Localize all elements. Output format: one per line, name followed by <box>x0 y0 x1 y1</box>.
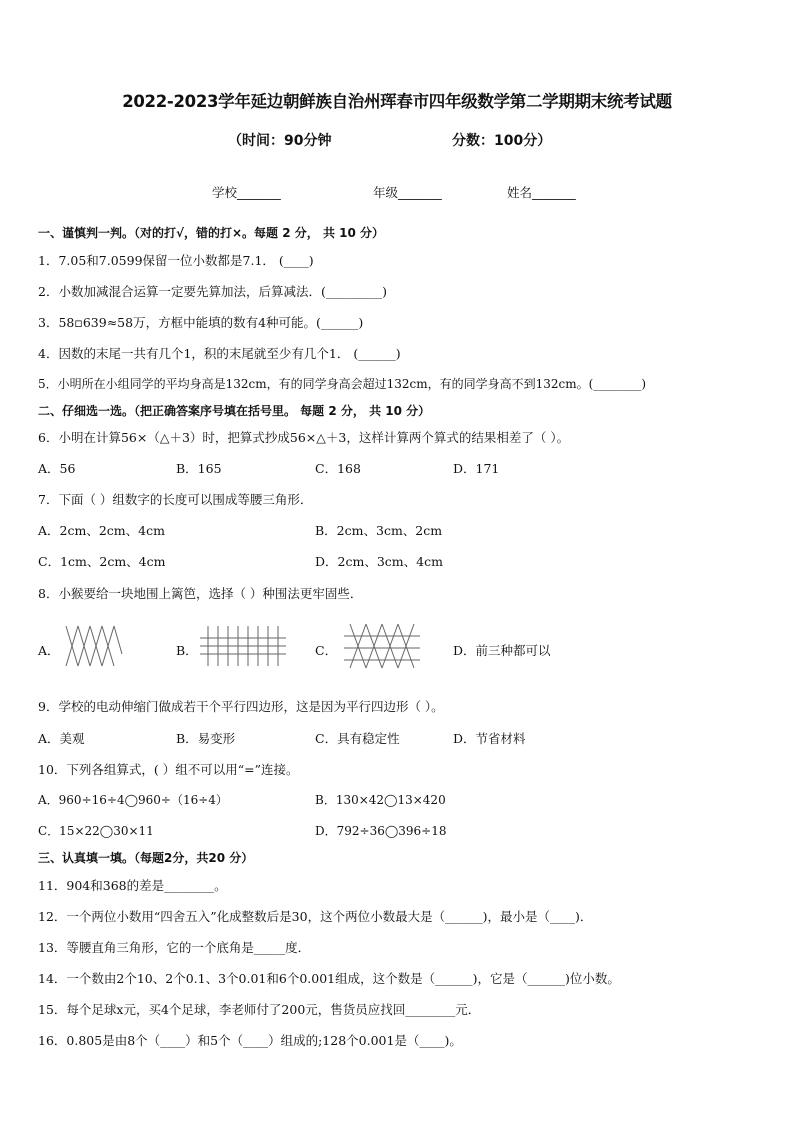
q6-option-b: B．165 <box>176 461 222 476</box>
question-12: 12．一个两位小数用“四舍五入”化成整数后是30，这个两位小数最大是（______)，最小是（____)． <box>38 909 593 924</box>
question-14: 14．一个数由2个10、2个0.1、3个0.01和6个0.001组成，这个数是（______)，它是（______)位小数。 <box>38 971 620 986</box>
question-7: 7．下面（ ）组数字的长度可以围成等腰三角形． <box>38 492 313 507</box>
q7-option-a: A．2cm、2cm、4cm <box>38 523 165 538</box>
question-6: 6．小明在计算56×（△＋3）时，把算式抄成56×△＋3，这样计算两个算式的结果相差了（ ）。 <box>38 430 570 445</box>
name-field: 姓名_______ <box>507 185 576 200</box>
fence-diagram-b <box>200 624 286 668</box>
q8-option-d: D．前三种都可以 <box>453 643 551 658</box>
q7-option-b: B．2cm、3cm、2cm <box>315 523 443 538</box>
grade-field: 年级_______ <box>373 185 442 200</box>
q7-option-d: D．2cm、3cm、4cm <box>315 554 443 569</box>
question-16: 16．0.805是由8个（____）和5个（____）组成的;128个0.001是（____)。 <box>38 1033 462 1048</box>
exam-time: （时间：90分钟 <box>228 133 332 149</box>
q7-option-c: C．1cm、2cm、4cm <box>38 554 166 569</box>
q8-option-a: A． <box>38 643 60 658</box>
fence-diagram-c <box>344 622 420 670</box>
q6-option-a: A．56 <box>38 461 76 476</box>
q10-option-c: C．15×22◯30×11 <box>38 824 154 838</box>
question-2: 2．小数加减混合运算一定要先算加法，后算减法．(_________) <box>38 284 387 299</box>
q10-option-d: D．792÷36◯396÷18 <box>315 824 447 838</box>
question-15: 15．每个足球x元，买4个足球，李老师付了200元，售货员应找回________元． <box>38 1002 481 1017</box>
section-2-heading: 二、仔细选一选。（把正确答案序号填在括号里。 每题 2 分， 共 10 分） <box>38 404 431 418</box>
q6-option-c: C．168 <box>315 461 361 476</box>
q9-option-b: B．易变形 <box>176 731 236 746</box>
q9-option-d: D．节省材料 <box>453 731 526 746</box>
question-8: 8．小猴要给一块地围上篱笆，选择（ ）种围法更牢固些． <box>38 586 363 601</box>
section-3-heading: 三、认真填一填。（每题2分，共20 分） <box>38 851 254 865</box>
school-field: 学校_______ <box>212 185 281 200</box>
page-title: 2022-2023学年延边朝鲜族自治州珲春市四年级数学第二学期期末统考试题 <box>122 92 672 111</box>
section-1-heading: 一、谨慎判一判。（对的打√，错的打×。每题 2 分， 共 10 分） <box>38 226 384 240</box>
question-1: 1．7.05和7.0599保留一位小数都是7.1． (____) <box>38 253 314 268</box>
question-13: 13．等腰直角三角形，它的一个底角是_____度． <box>38 940 311 955</box>
fence-diagram-a <box>62 624 124 668</box>
question-3: 3．58▫639≈58万，方框中能填的数有4种可能。(______) <box>38 315 364 330</box>
question-11: 11．904和368的差是________。 <box>38 878 227 893</box>
question-4: 4．因数的末尾一共有几个1，积的末尾就至少有几个1． (______) <box>38 346 401 361</box>
q9-option-c: C．具有稳定性 <box>315 731 400 746</box>
exam-score: 分数：100分） <box>452 133 552 149</box>
q10-option-b: B．130×42◯13×420 <box>315 793 446 807</box>
question-9: 9．学校的电动伸缩门做成若干个平行四边形，这是因为平行四边形（ ）。 <box>38 699 444 714</box>
q8-option-b: B． <box>176 643 198 658</box>
q10-option-a: A．960÷16÷4◯960÷（16÷4） <box>38 793 228 807</box>
q9-option-a: A．美观 <box>38 731 85 746</box>
question-10: 10．下列各组算式，( ）组不可以用“=”连接。 <box>38 762 299 777</box>
question-5: 5．小明所在小组同学的平均身高是132cm，有的同学身高会超过132cm，有的同学身高不到132cm。(________) <box>38 377 647 391</box>
q6-option-d: D．171 <box>453 461 500 476</box>
q8-option-c: C． <box>315 643 338 658</box>
